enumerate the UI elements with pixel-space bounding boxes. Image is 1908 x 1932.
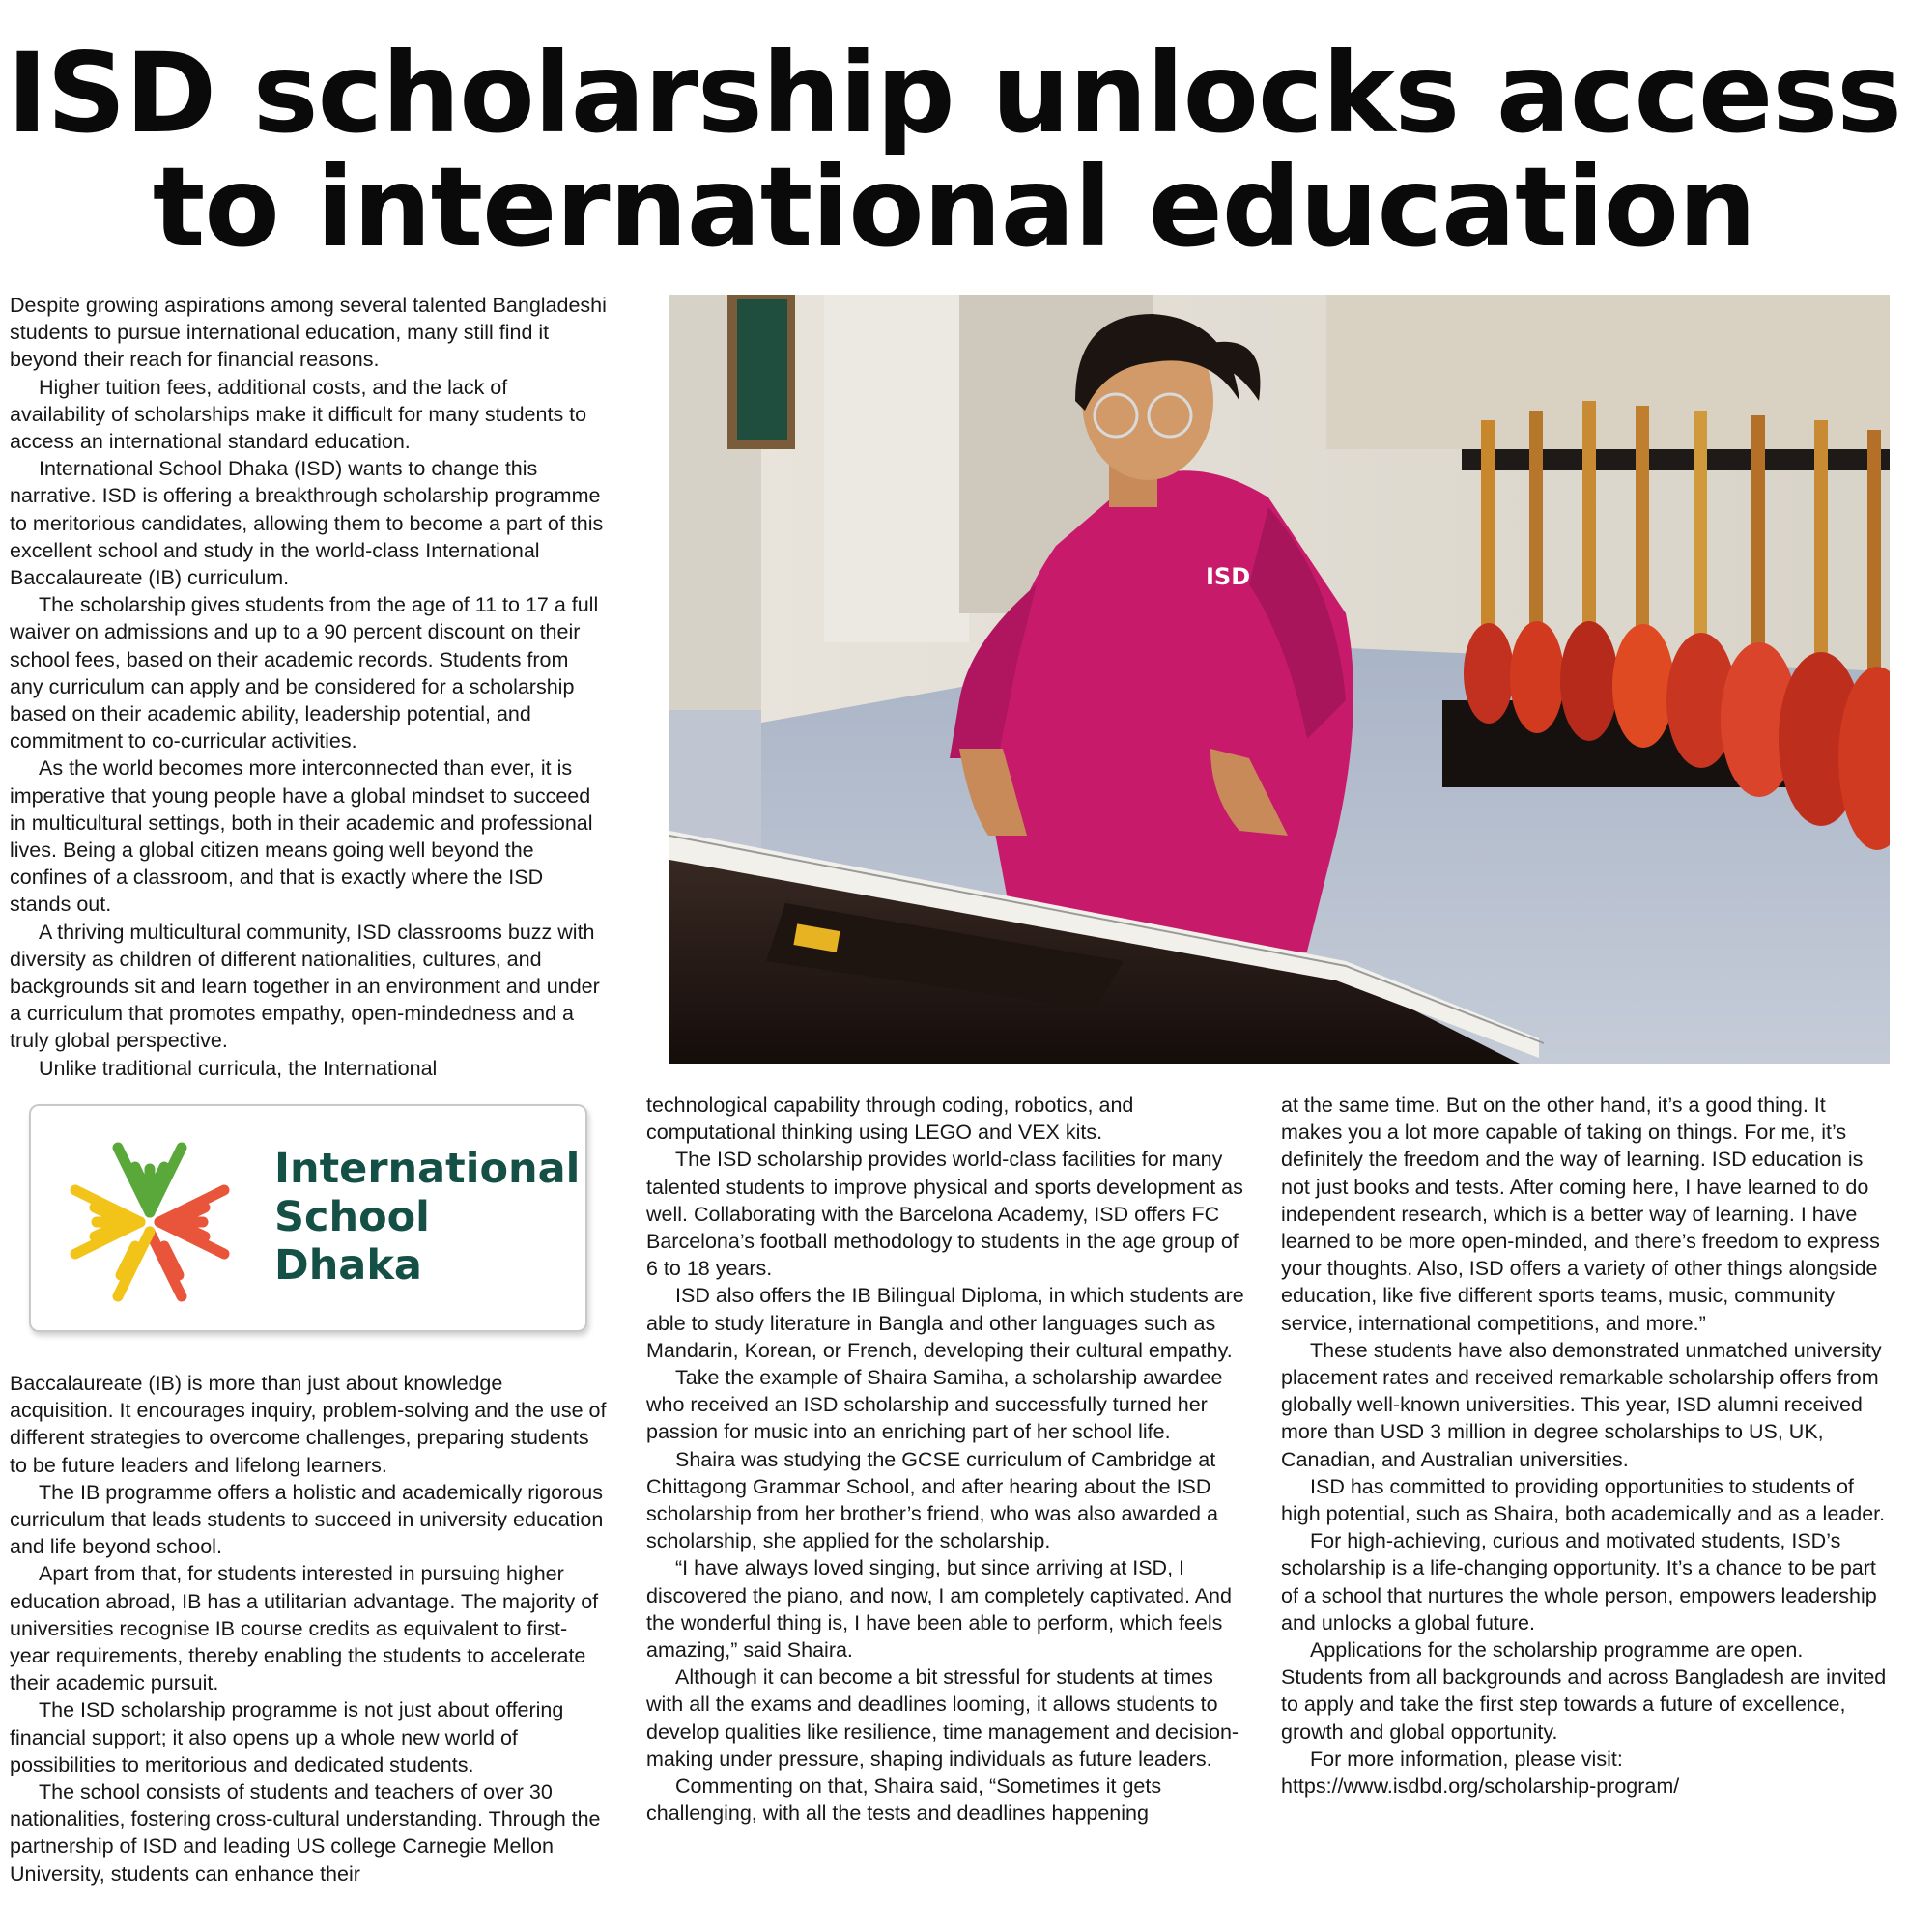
school-name-line-3: Dhaka [274,1241,422,1290]
paragraph: ISD has committed to providing opportunities to students of high potential, such as Shaira, both academically and as a leader. [1281,1474,1886,1526]
paragraph: These students have also demonstrated unmatched university placement rates and received remarkable scholarship offers from globally well-known universities. This year, ISD alumni received more than USD 3 million in degree scholarships to US, UK, Canadian, and Australian universities. [1281,1338,1882,1471]
paragraph: Although it can become a bit stressful for students at times with all the exams and deadlines looming, it allows students to develop qualities like resilience, time management and decision-making under pressure, shaping individuals as future leaders. [646,1665,1239,1771]
paragraph: International School Dhaka (ISD) wants to change this narrative. ISD is offering a breakthrough scholarship programme to meritorious candidates, allowing them to become a part of this excellent school and study in the world-class International Baccalaureate (IB) curriculum. [10,457,604,590]
paragraph: Applications for the scholarship programme are open. Students from all backgrounds and across Bangladesh are invited to apply and take the first step towards a future of excellence, growth and global opportunity. [1281,1638,1887,1744]
paragraph: Baccalaureate (IB) is more than just about knowledge acquisition. It encourages inquiry, problem-solving and the use of different strategies to overcome challenges, preparing students to be future leaders and lifelong learners. [10,1372,607,1477]
paragraph: Unlike traditional curricula, the International [39,1056,438,1080]
headline-line-2: to international education [152,143,1756,271]
article-column-1-top [10,292,607,1082]
paragraph: The ISD scholarship programme is not just about offering financial support; it also opens up a whole new world of possibilities to meritorious and dedicated students. [10,1698,564,1776]
paragraph: The IB programme offers a holistic and academically rigorous curriculum that leads students to succeed in university education and life beyond school. [10,1480,604,1559]
paragraph: Shaira was studying the GCSE curriculum of Cambridge at Chittagong Grammar School, and after hearing about the ISD scholarship from her brother’s friend, who was also awarded a scholarship, she applied for the scholarship. [646,1447,1218,1553]
photo-illustration [669,295,1890,1064]
school-name-line-1: International [274,1145,581,1193]
paragraph: For high-achieving, curious and motivated students, ISD’s scholarship is a life-changing opportunity. It’s a chance to be part of a school that nurtures the whole person, empowers leadership and unlocks a global future. [1281,1529,1877,1634]
paragraph: A thriving multicultural community, ISD classrooms buzz with diversity as children of different nationalities, cultures, and backgrounds sit and learn together in an environment and under a curriculum that promotes empathy, open-mindedness and a truly global perspective. [10,920,600,1053]
shirt-text: ISD [1206,563,1251,590]
headline-line-1: ISD scholarship unlocks access [6,29,1902,157]
isd-logo-icon [58,1130,242,1314]
paragraph: Commenting on that, Shaira said, “Sometimes it gets challenging, with all the tests and deadlines happening [646,1775,1162,1826]
paragraph: “I have always loved singing, but since arriving at ISD, I discovered the piano, and now, I am completely captivated. And the wonderful thing is, I have been able to perform, which feels amazing,” said Shaira. [646,1556,1232,1662]
headline [0,29,1908,271]
school-name [274,1145,580,1290]
school-name-line-2: School [274,1193,430,1241]
paragraph: Apart from that, for students interested in pursuing higher education abroad, IB has a utilitarian advantage. The majority of universities recognise IB course credits as equivalent to first-year requirements, thereby enabling the students to accelerate their academic pursuit. [10,1562,599,1695]
paragraph: As the world becomes more interconnected than ever, it is imperative that young people have a global mindset to succeed in multicultural settings, both in their academic and professional lives. Being a global citizen means going well beyond the confines of a classroom, and that is exactly where the ISD stands out. [10,756,593,917]
paragraph: The ISD scholarship provides world-class facilities for many talented students to improve physical and sports development as well. Collaborating with the Barcelona Academy, ISD offers FC Barcelona’s football methodology to students in the age group of 6 to 18 years. [646,1148,1243,1281]
paragraph: technological capability through coding, robotics, and computational thinking using LEGO and VEX kits. [646,1094,1134,1145]
paragraph: ISD also offers the IB Bilingual Diploma, in which students are able to study literature in Bangla and other languages such as Mandarin, Korean, or French, developing their cultural empathy. [646,1284,1244,1362]
article-column-2 [646,1092,1250,1827]
article-column-1-bottom [10,1370,607,1888]
paragraph: Despite growing aspirations among several talented Bangladeshi students to pursue international education, many still find it beyond their reach for financial reasons. [10,294,607,372]
paragraph: The scholarship gives students from the age of 11 to 17 a full waiver on admissions and up to a 90 percent discount on their school fees, based on their academic records. Students from any curriculum can apply and be considered for a scholarship based on their academic ability, leadership potential, and commitment to co-curricular activities. [10,593,599,753]
article-column-3 [1281,1092,1890,1800]
paragraph: Higher tuition fees, additional costs, and the lack of availability of scholarships make it difficult for many students to access an international standard education. [10,375,587,454]
paragraph: Take the example of Shaira Samiha, a scholarship awardee who received an ISD scholarship and successfully turned her passion for music into an enriching part of her school life. [646,1366,1223,1444]
logo-box [29,1104,587,1332]
paragraph: at the same time. But on the other hand, it’s a good thing. It makes you a lot more capable of taking on things. For me, it’s definitely the freedom and the way of learning. ISD education is not just books and tests. After coming here, I have learned to do independent research, which is a better way of learning. I have learned to be more open-minded, and there’s freedom to express your thoughts. Also, ISD offers a variety of other things alongside education, like five different sports teams, music, community service, international competitions, and more.” [1281,1094,1880,1335]
paragraph: The school consists of students and teachers of over 30 nationalities, fostering cross-cultural understanding. Through the partnership of ISD and leading US college Carnegie Mellon University, students can enhance their [10,1780,601,1886]
student-piano-photo [669,295,1890,1064]
paragraph: For more information, please visit: https://www.isdbd.org/scholarship-program/ [1281,1747,1680,1799]
